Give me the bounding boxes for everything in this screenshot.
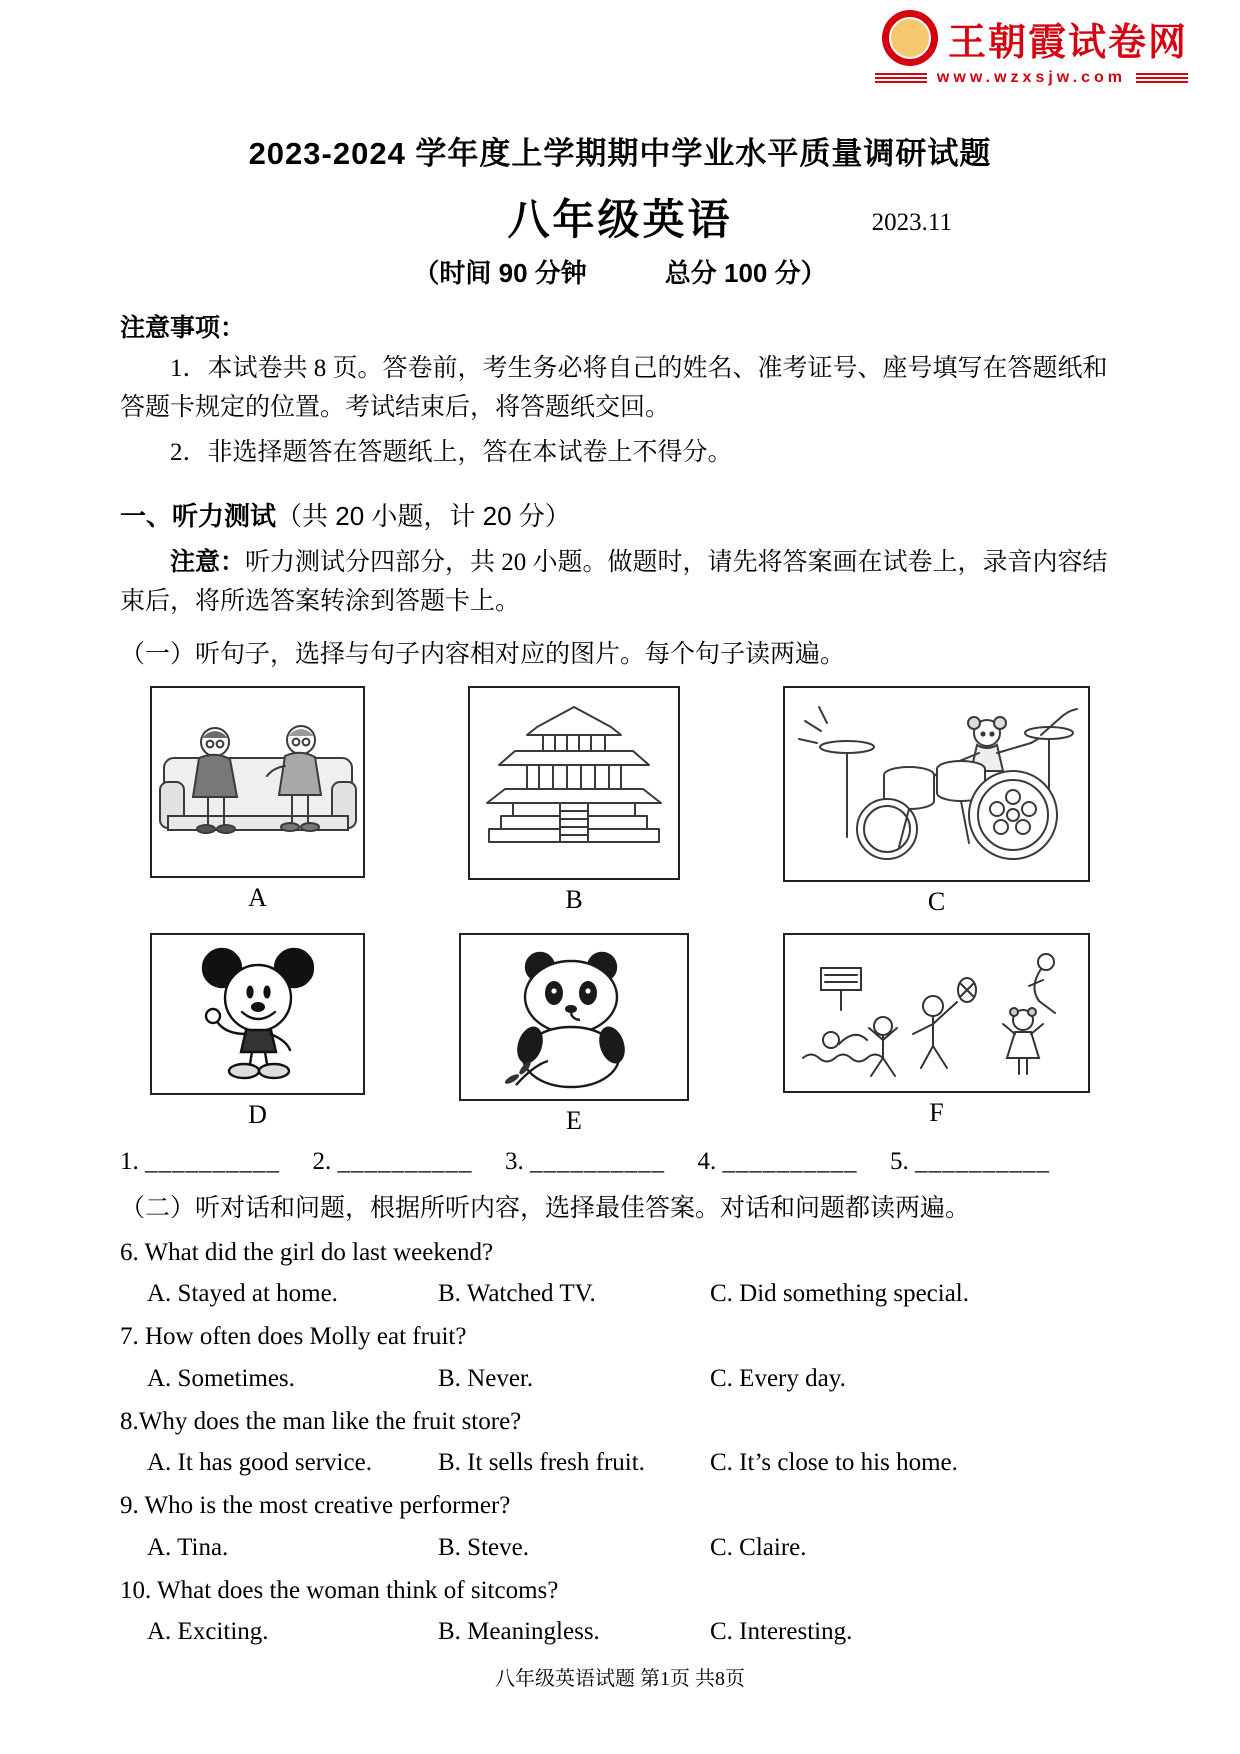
question-6-options (120, 1280, 1120, 1308)
girl-playing-drums-illustration (783, 686, 1090, 882)
question-6-option-b: B. Watched TV. (438, 1280, 596, 1308)
time-score-line: （时间 90 分钟 总分 100 分） (413, 258, 827, 288)
picture-option-e (459, 933, 689, 1136)
chinese-palace-drawing (475, 695, 673, 871)
answer-blank-3 (505, 1148, 665, 1176)
picture-label-e: E (566, 1105, 582, 1135)
logo-bottom-row (875, 69, 1188, 87)
section-1-title: 一、听力测试 (120, 501, 277, 532)
blank-5-number: 5. (890, 1147, 909, 1175)
answer-blanks-row (120, 1148, 1050, 1176)
question-6-option-c: C. Did something special. (710, 1280, 969, 1308)
question-10-options (120, 1618, 1120, 1646)
picture-row-1 (150, 686, 1090, 917)
picture-option-d (150, 933, 365, 1130)
question-9-options (120, 1534, 1120, 1562)
girl-playing-drums-drawing (791, 695, 1083, 873)
exam-subject: 八年级英语 (507, 196, 733, 243)
two-men-talking-drawing (158, 696, 358, 868)
question-9-option-a: A. Tina. (147, 1533, 229, 1561)
blank-1-line: __________ (145, 1147, 280, 1175)
mickey-mouse-drawing (158, 940, 358, 1088)
section-1-score: （共 20 小题，计 20 分） (276, 501, 571, 532)
logo-decor-lines-left-icon (875, 73, 927, 83)
question-7-option-b: B. Never. (438, 1364, 534, 1392)
mickey-mouse-illustration (150, 933, 365, 1095)
listening-note-label: 注意： (170, 548, 246, 577)
two-men-talking-illustration (150, 686, 365, 878)
question-8-option-c: C. It’s close to his home. (710, 1449, 958, 1477)
children-sports-drawing (791, 940, 1083, 1086)
children-sports-illustration (783, 933, 1090, 1093)
answer-blank-4 (698, 1148, 858, 1176)
listening-note (120, 543, 1120, 622)
notice-item-1: 1．本试卷共 8 页。答卷前，考生务必将自己的姓名、准考证号、座号填写在答题纸和答题卡规定的位置。考试结束后，将答题纸交回。 (120, 355, 1108, 421)
question-10-option-c: C. Interesting. (710, 1618, 853, 1646)
question-7-text: 7. How often does Molly eat fruit? (120, 1323, 467, 1351)
picture-option-a (150, 686, 365, 913)
part-2-instruction: （二）听对话和问题，根据所听内容，选择最佳答案。对话和问题都读两遍。 (120, 1194, 971, 1222)
picture-label-f: F (929, 1097, 944, 1127)
blank-2-number: 2. (312, 1147, 332, 1175)
question-10-option-b: B. Meaningless. (438, 1618, 600, 1646)
picture-option-f (783, 933, 1090, 1128)
exam-title: 2023-2024 学年度上学期期中学业水平质量调研试题 (248, 136, 992, 171)
picture-label-b: B (565, 884, 583, 914)
question-8-text: 8.Why does the man like the fruit store? (120, 1407, 522, 1435)
panda-drawing (468, 941, 680, 1093)
question-9-option-b: B. Steve. (438, 1533, 529, 1561)
logo-decor-lines-right-icon (1136, 73, 1188, 83)
notice-item-2: 2．非选择题答在答题纸上，答在本试卷上不得分。 (170, 438, 733, 466)
question-10-text: 10. What does the woman think of sitcoms? (120, 1576, 559, 1604)
question-6-option-a: A. Stayed at home. (147, 1280, 338, 1308)
listening-note-text: 听力测试分四部分，共 20 小题。做题时，请先将答案画在试卷上，录音内容结束后，将所选答案转涂到答题卡上。 (120, 549, 1108, 615)
question-7-option-a: A. Sometimes. (147, 1364, 295, 1392)
question-7 (120, 1321, 1120, 1393)
answer-blank-2 (313, 1148, 473, 1176)
question-10-option-a: A. Exciting. (147, 1618, 269, 1646)
question-9 (120, 1490, 1120, 1562)
question-9-text: 9. Who is the most creative performer? (120, 1492, 511, 1520)
section-1-heading (120, 496, 1120, 533)
notices-label: 注意事项： (120, 314, 246, 342)
question-8-options (120, 1449, 1120, 1477)
question-10 (120, 1575, 1120, 1647)
question-6-text: 6. What did the girl do last weekend? (120, 1238, 494, 1266)
chinese-palace-illustration (468, 686, 680, 880)
blank-2-line: __________ (337, 1147, 473, 1175)
picture-option-c (783, 686, 1090, 917)
answer-blank-5 (890, 1148, 1050, 1176)
picture-option-b (468, 686, 680, 915)
blank-1-number: 1. (120, 1147, 139, 1175)
site-logo (875, 10, 1188, 87)
part-1-instruction: （一）听句子，选择与句子内容相对应的图片。每个句子读两遍。 (120, 640, 846, 668)
question-7-options (120, 1365, 1120, 1393)
question-7-option-c: C. Every day. (710, 1364, 846, 1392)
blank-5-line: __________ (915, 1147, 1050, 1175)
picture-label-c: C (927, 886, 946, 916)
picture-label-d: D (248, 1099, 267, 1129)
logo-brand-text: 王朝霞试卷网 (947, 21, 1188, 64)
answer-blank-1 (120, 1148, 280, 1176)
question-6 (120, 1237, 1120, 1309)
blank-4-line: __________ (722, 1147, 858, 1175)
picture-row-2 (150, 933, 1090, 1136)
panda-illustration (459, 933, 689, 1101)
question-9-option-c: C. Claire. (710, 1533, 807, 1561)
question-8 (120, 1406, 1120, 1478)
question-8-option-b: B. It sells fresh fruit. (438, 1449, 645, 1477)
blank-4-number: 4. (697, 1147, 717, 1175)
logo-top-row (875, 10, 1188, 66)
notices-block (120, 308, 1120, 472)
subject-row (120, 187, 1120, 245)
seal-icon (882, 10, 938, 66)
page-footer: 八年级英语试题 第1页 共8页 (495, 1668, 745, 1691)
blank-3-number: 3. (505, 1147, 524, 1175)
logo-url: www.wzxsjw.com (936, 69, 1126, 86)
picture-label-a: A (248, 882, 267, 912)
exam-date: 2023.11 (871, 209, 952, 236)
question-8-option-a: A. It has good service. (147, 1449, 372, 1477)
blank-3-line: __________ (530, 1147, 665, 1175)
